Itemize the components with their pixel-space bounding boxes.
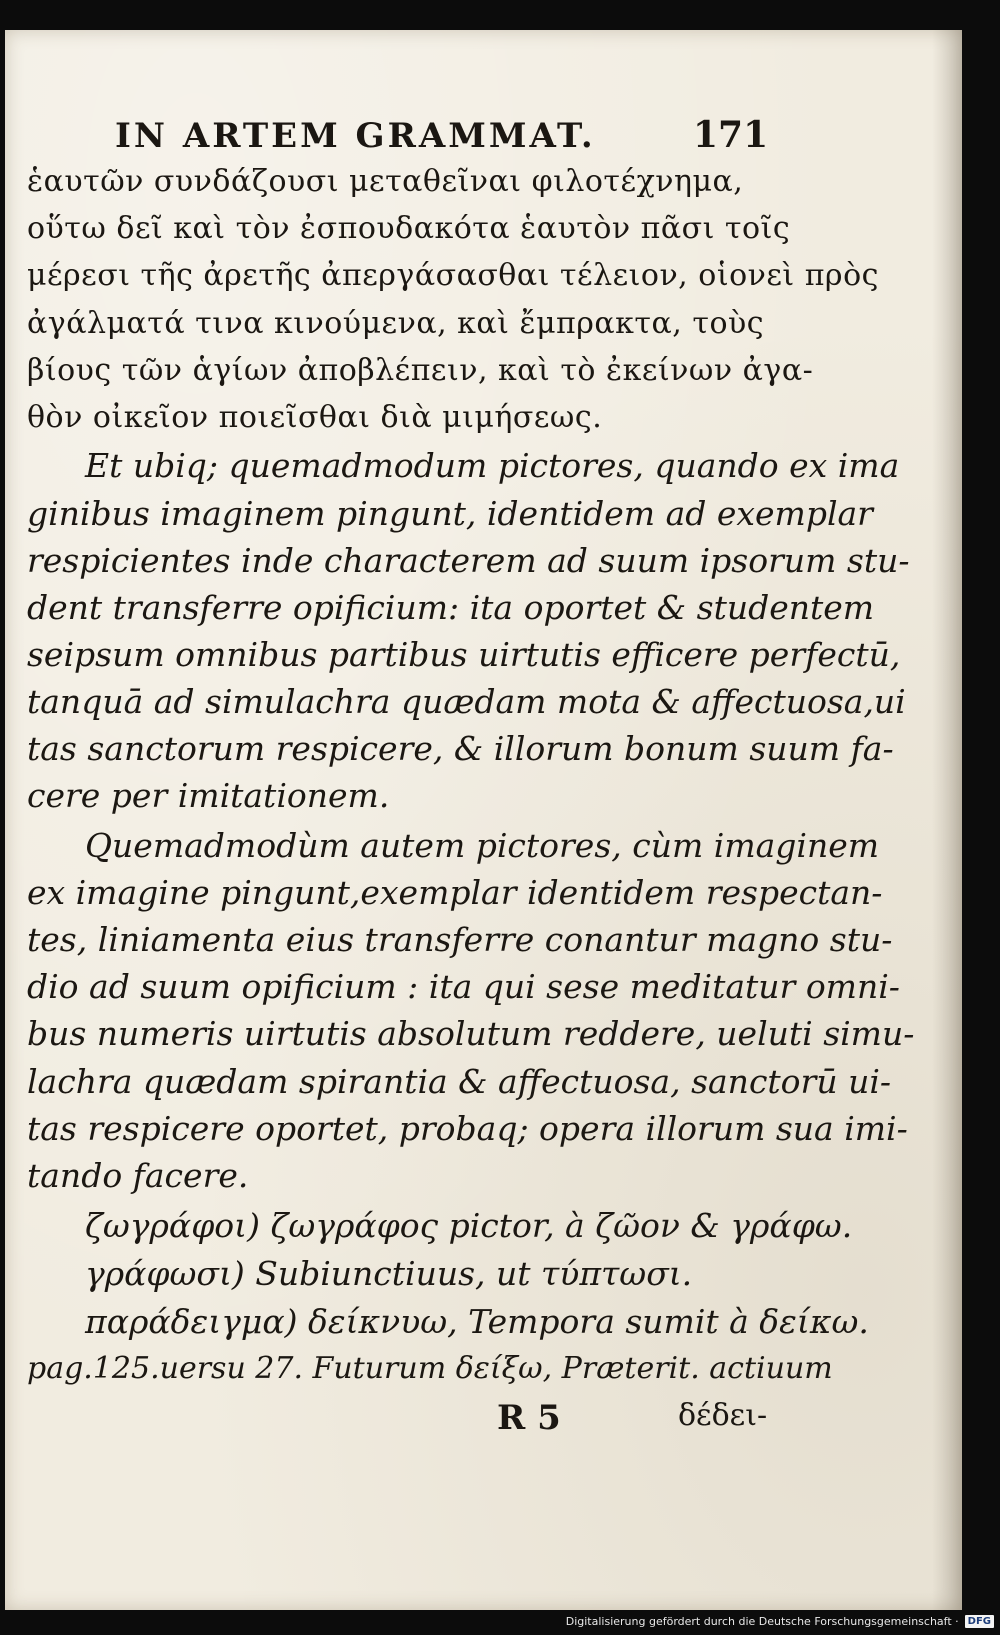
para1-line: dent transferre opificium: ita oportet & studentem	[27, 588, 875, 627]
page-number: 171	[693, 114, 769, 156]
greek-line: θὸν οἰκεῖον ποιεῖσθαι διὰ μιμήσεως.	[27, 400, 603, 435]
para2-line: ex imagine pingunt,exemplar identidem respectan-	[27, 873, 883, 912]
digitization-credit	[566, 1611, 994, 1631]
para1-line: respicientes inde characterem ad suum ipsorum stu-	[27, 541, 910, 580]
para1-line: tanquā ad simulachra quædam mota & affectuosa,ui	[27, 682, 906, 721]
para2-line: tando facere.	[27, 1156, 249, 1195]
running-title: IN ARTEM GRAMMAT.	[115, 116, 596, 156]
greek-line: οὕτω δεῖ καὶ τὸν ἐσπουδακότα ἑαυτὸν πᾶσι τοῖς	[27, 211, 791, 246]
para2-line: bus numeris uirtutis absolutum reddere, ueluti simu-	[27, 1014, 915, 1053]
para2-line: Quemadmodùm autem pictores, cùm imaginem	[85, 826, 880, 865]
para1-line: cere per imitationem.	[27, 776, 390, 815]
para1-line: tas sanctorum respicere, & illorum bonum suum fa-	[27, 729, 894, 768]
book-page	[5, 30, 962, 1610]
page-gutter-shadow	[932, 30, 962, 1610]
note-line: γράφωσι) Subiunctiuus, ut τύπτωσι.	[85, 1254, 693, 1293]
note-line: παράδειγμα) δείκνυω, Tempora sumit à δείκω.	[85, 1302, 869, 1341]
para1-line: Et ubiq; quemadmodum pictores, quando ex ima	[85, 446, 900, 485]
para2-line: lachra quædam spirantia & affectuosa, sanctorū ui-	[27, 1062, 892, 1101]
dfg-logo-icon: DFG	[965, 1615, 994, 1628]
para2-line: tes, liniamenta eius transferre conantur magno stu-	[27, 920, 893, 959]
greek-line: ἀγάλματά τινα κινούμενα, καὶ ἔμπρακτα, τοὺς	[27, 306, 765, 341]
note-line: pag.125.uersu 27. Futurum δείξω, Præterit. actiuum	[27, 1351, 833, 1386]
para1-line: ginibus imaginem pingunt, identidem ad exemplar	[27, 494, 873, 533]
signature-mark: R 5	[497, 1398, 561, 1438]
note-line: ζωγράφοι) ζωγράφος pictor, à ζῶον & γράφω.	[85, 1206, 853, 1245]
catchword: δέδει-	[678, 1398, 768, 1433]
para1-line: seipsum omnibus partibus uirtutis efficere perfectū,	[27, 635, 901, 674]
greek-line: βίους τῶν ἁγίων ἀποβλέπειν, καὶ τὸ ἐκείνων ἀγα-	[27, 353, 814, 388]
para2-line: tas respicere oportet, probaq; opera illorum sua imi-	[27, 1109, 908, 1148]
greek-line: μέρεσι τῆς ἀρετῆς ἀπεργάσασθαι τέλειον, οἱονεὶ πρὸς	[27, 258, 879, 293]
greek-line: ἑαυτῶν συνδάζουσι μεταθεῖναι φιλοτέχνημα,	[27, 164, 744, 199]
credit-text: Digitalisierung gefördert durch die Deutsche Forschungsgemeinschaft ·	[565, 1614, 959, 1628]
para2-line: dio ad suum opificium : ita qui sese meditatur omni-	[27, 967, 900, 1006]
